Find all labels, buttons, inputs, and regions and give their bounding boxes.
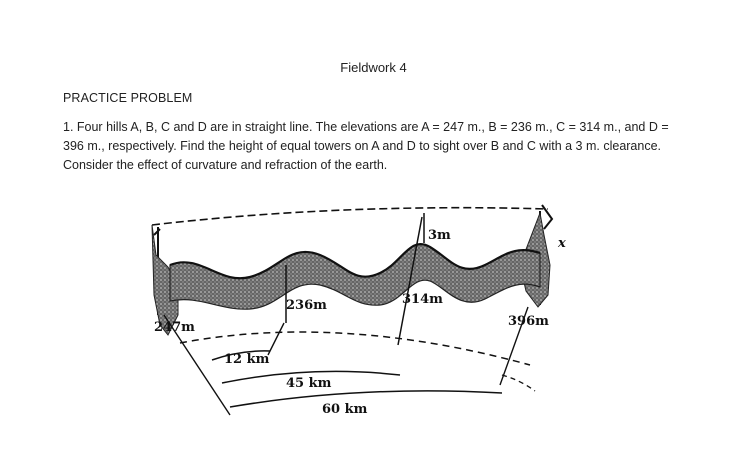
radial-line-b: [268, 323, 284, 355]
problem-statement: 1. Four hills A, B, C and D are in straight line. The elevations are A = 247 m., B = 236 m., C = 314 m., and D = 396 m., respectively. Find the height of equal towers on A and D to sight over B and C with a 3 m. clearance. Consider the effect of curvature and refraction of the earth.: [63, 120, 669, 172]
label-dist-ad: 60 km: [322, 402, 368, 417]
hills-diagram: [140, 195, 580, 440]
label-tower-height: x: [558, 236, 566, 251]
label-elev-c: 314m: [402, 292, 443, 307]
label-dist-ab: 12 km: [224, 352, 270, 367]
line-of-sight: [152, 208, 548, 225]
label-elev-a: 247m: [154, 320, 195, 335]
label-elev-b: 236m: [286, 298, 327, 313]
label-clearance: 3m: [428, 228, 451, 243]
practice-problem-heading: PRACTICE PROBLEM: [63, 91, 193, 105]
label-elev-d: 396m: [508, 314, 549, 329]
document-title: Fieldwork 4: [340, 60, 407, 75]
arc-dashed-end: [502, 375, 535, 391]
label-dist-ac: 45 km: [286, 376, 332, 391]
hills-diagram-svg: [140, 195, 580, 435]
